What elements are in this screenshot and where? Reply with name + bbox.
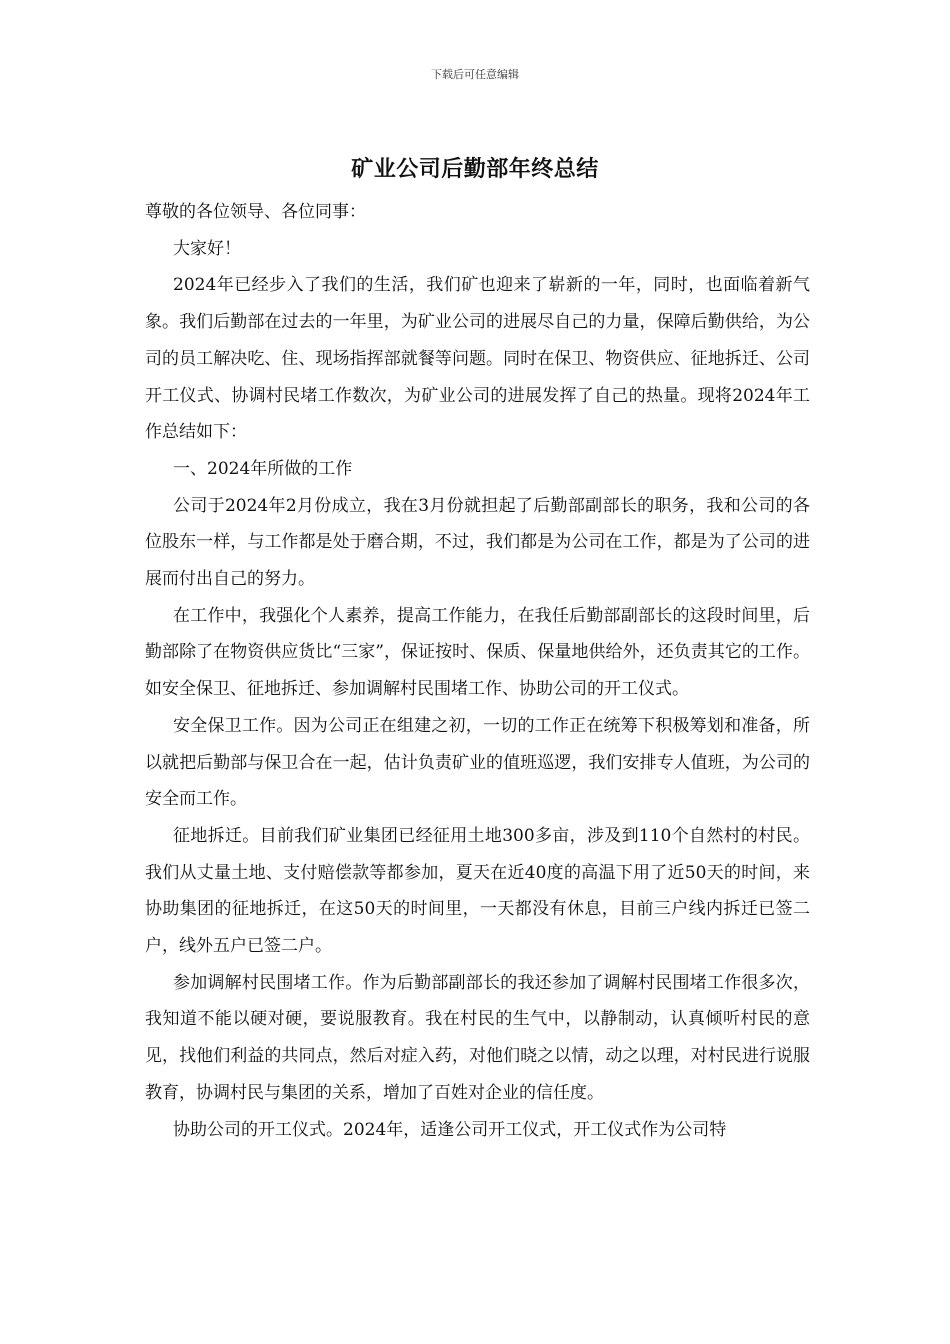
paragraph-land-acquisition: 征地拆迁。目前我们矿业集团已经征用土地300多亩，涉及到110个自然村的村民。我们从丈量土地、支付赔偿款等都参加，夏天在近40度的高温下用了近50天的时间，来协助集团的征地拆迁，在这50天的时间里，一天都没有休息，目前三户线内拆迁已签二户，线外五户已签二户。 xyxy=(145,825,810,957)
paragraph-company-founding: 公司于2024年2月份成立，我在3月份就担起了后勤部副部长的职务，我和公司的各位股东一样，与工作都是处于磨合期，不过，我们都是为公司在工作，都是为了公司的进展而付出自己的努力。 xyxy=(145,495,810,590)
salutation: 尊敬的各位领导、各位同事： xyxy=(145,202,366,222)
paragraph-security: 安全保卫工作。因为公司正在组建之初，一切的工作正在统筹下积极筹划和准备，所以就把后勤部与保卫合在一起，估计负责矿业的值班巡逻，我们安排专人值班，为公司的安全而工作。 xyxy=(145,715,810,810)
paragraph-work-duties: 在工作中，我强化个人素养，提高工作能力，在我任后勤部副部长的这段时间里，后勤部除了在物资供应货比“三家”，保证按时、保质、保量地供给外，还负责其它的工作。如安全保卫、征地拆迁、参加调解村民围堵工作、协助公司的开工仪式。 xyxy=(145,605,810,700)
paragraph-intro: 2024年已经步入了我们的生活，我们矿也迎来了崭新的一年，同时，也面临着新气象。我们后勤部在过去的一年里，为矿业公司的进展尽自己的力量，保障后勤供给，为公司的员工解决吃、住、现场指挥部就餐等问题。同时在保卫、物资供应、征地拆迁、公司开工仪式、协调村民堵工作数次，为矿业公司的进展发挥了自己的热量。现将2024年工作总结如下： xyxy=(145,275,810,443)
paragraph-mediation: 参加调解村民围堵工作。作为后勤部副部长的我还参加了调解村民围堵工作很多次，我知道不能以硬对硬，要说服教育。我在村民的生气中，以静制动，认真倾听村民的意见，找他们利益的共同点，然后对症入药，对他们晓之以情，动之以理，对村民进行说服教育，协调村民与集团的关系，增加了百姓对企业的信任度。 xyxy=(145,972,810,1103)
section-heading-1: 一、2024年所做的工作 xyxy=(173,458,353,479)
header-note: 下载后可任意编辑 xyxy=(431,68,519,81)
document-body xyxy=(145,194,810,1148)
paragraph-opening-ceremony: 协助公司的开工仪式。2024年，适逢公司开工仪式，开工仪式作为公司特 xyxy=(173,1119,727,1140)
paragraph-greeting: 大家好！ xyxy=(173,238,241,259)
document-title: 矿业公司后勤部年终总结 xyxy=(351,157,599,182)
